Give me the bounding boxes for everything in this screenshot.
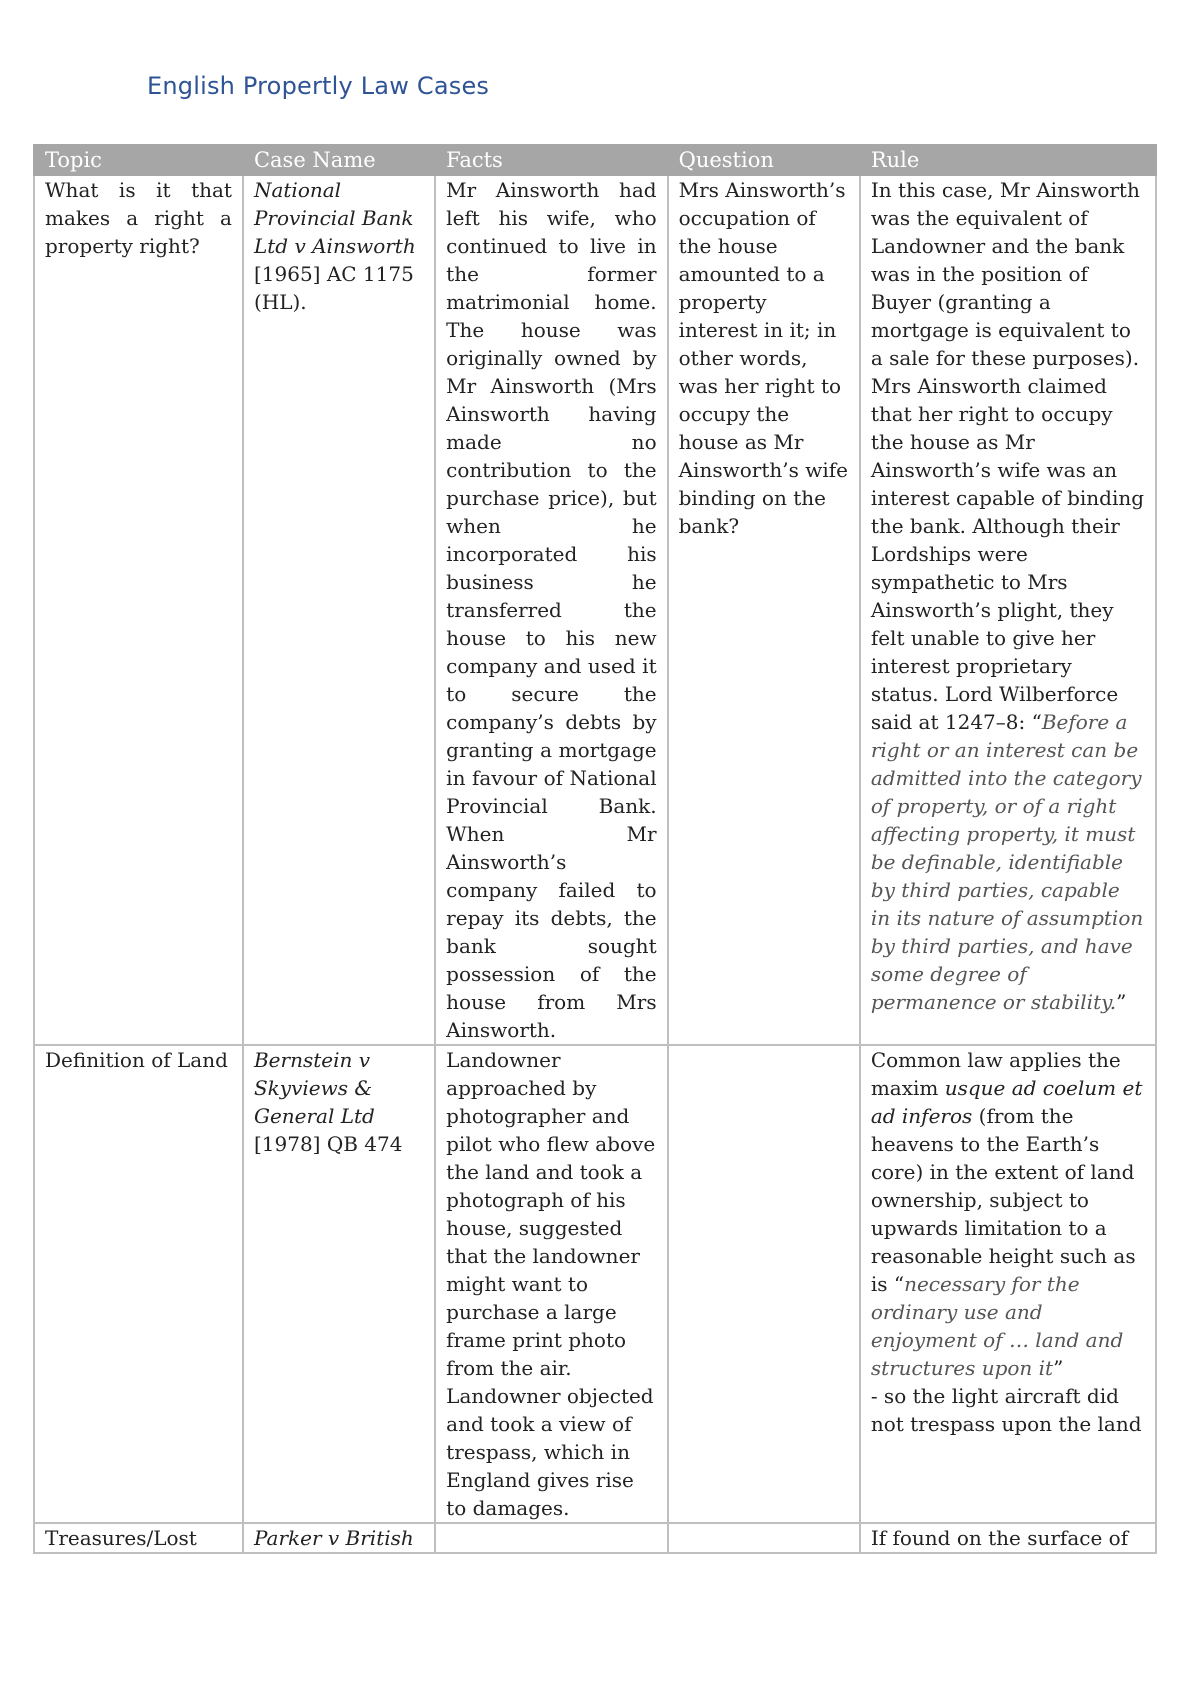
case-name: Parker v British (253, 1526, 414, 1550)
rule-text-continued: (from the heavens to the Earth’s core) in the extent of land ownership, subject to upwards limitation to a reasonable height such as is “ (870, 1104, 1136, 1296)
table-header-row (34, 145, 1156, 175)
cell-rule (860, 1045, 1156, 1523)
document-title: English Propertly Law Cases (147, 72, 490, 100)
rule-conclusion: - so the light aircraft did not trespass upon the land (870, 1384, 1142, 1436)
cell-facts (435, 1523, 667, 1553)
table-row (34, 1523, 1156, 1553)
rule-maxim: usque ad coelum et ad inferos (870, 1076, 1143, 1128)
case-name: National Provincial Bank Ltd v Ainsworth (253, 178, 416, 258)
cell-topic: Definition of Land (34, 1045, 243, 1523)
cell-rule: If found on the surface of (860, 1523, 1156, 1553)
cell-question: Mrs Ainsworth’s occupation of the house amounted to a property interest in it; in other words, was her right to occupy the house as Mr Ainsworth’s wife binding on the bank? (668, 175, 860, 1045)
cell-case-name (243, 1045, 435, 1523)
column-header-question: Question (668, 145, 860, 175)
rule-text: In this case, Mr Ainsworth was the equivalent of Landowner and the bank was in the position of Buyer (granting a mortgage is equivalent to a sale for these purposes). Mrs Ainsworth claimed that her right to occupy the house as Mr Ainsworth’s wife was an interest capable of binding the bank. Although their Lordships were sympathetic to Mrs Ainsworth’s plight, they felt unable to give her interest proprietary status. Lord Wilberforce said at 1247–8: “ (870, 178, 1145, 734)
rule-quote-end: ” (1053, 1356, 1064, 1380)
case-citation: [1965] AC 1175 (HL). (253, 262, 414, 314)
table-row (34, 175, 1156, 1045)
column-header-topic: Topic (34, 145, 243, 175)
rule-quote-end: ” (1116, 990, 1127, 1014)
cell-question (668, 1523, 860, 1553)
cell-topic: What is it that makes a right a property right? (34, 175, 243, 1045)
case-citation: [1978] QB 474 (253, 1132, 403, 1156)
cell-facts: Mr Ainsworth had left his wife, who continued to live in the former matrimonial home. The house was originally owned by Mr Ainsworth (Mrs Ainsworth having made no contribution to the purchase price), but when he incorporated his business he transferred the house to his new company and used it to secure the company’s debts by granting a mortgage in favour of National Provincial Bank. When Mr Ainsworth’s company failed to repay its debts, the bank sought possession of the house from Mrs Ainsworth. (435, 175, 667, 1045)
cell-case-name (243, 175, 435, 1045)
cell-facts: Landowner approached by photographer and pilot who flew above the land and took a photograph of his house, suggested that the landowner might want to purchase a large frame print photo from the air. Landowner objected and took a view of trespass, which in England gives rise to damages. (435, 1045, 667, 1523)
rule-quote: Before a right or an interest can be admitted into the category of property, or of a right affecting property, it must be definable, identifiable by third parties, capable in its nature of assumption by third parties, and have some degree of permanence or stability. (870, 710, 1144, 1014)
cases-table (33, 144, 1157, 1554)
rule-quote: necessary for the ordinary use and enjoyment of … land and structures upon it (870, 1272, 1124, 1380)
rule-text: Common law applies the maxim (870, 1048, 1121, 1100)
cell-rule (860, 175, 1156, 1045)
column-header-facts: Facts (435, 145, 667, 175)
cell-topic: Treasures/Lost (34, 1523, 243, 1553)
case-name: Bernstein v Skyviews & General Ltd (253, 1048, 375, 1128)
cell-case-name (243, 1523, 435, 1553)
column-header-rule: Rule (860, 145, 1156, 175)
cell-question (668, 1045, 860, 1523)
table-row (34, 1045, 1156, 1523)
column-header-case-name: Case Name (243, 145, 435, 175)
